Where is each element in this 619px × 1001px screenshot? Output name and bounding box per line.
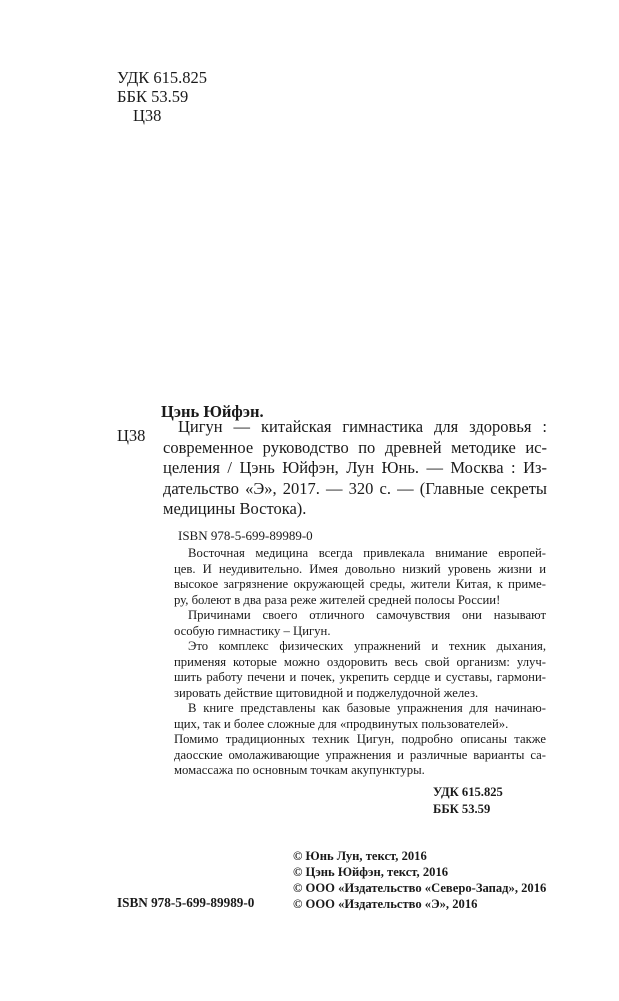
annotation-line: особую гимнастику – Цигун. (174, 623, 331, 638)
annotation-line: шить работу печени и почек, укрепить сердце и суставы, гармони- (174, 670, 546, 684)
annotation-line: высокое загрязнение окружающей среды, жители Китая, к приме- (174, 577, 546, 591)
annotation-line: щих, так и более сложные для «продвинутых пользователей». (174, 716, 509, 731)
record-line: Цигун — китайская гимнастика для здоровья : (178, 417, 547, 436)
annotation-udk-code: УДК 615.825 (433, 785, 503, 799)
copyright-line: © ООО «Издательство «Э», 2016 (293, 897, 478, 911)
record-line: дательство «Э», 2017. — 320 с. — (Главные секреты (163, 478, 547, 498)
record-line: современное руководство по древней методике ис- (163, 437, 547, 457)
annotation-bbk-code: ББК 53.59 (433, 802, 491, 816)
annotation-line: Восточная медицина всегда привлекала внимание европей- (188, 546, 546, 560)
annotation-line: Причинами своего отличного самочувствия они называют (188, 608, 546, 622)
annotation-line: Это комплекс физических упражнений и техник дыхания, (188, 639, 546, 653)
record-line: медицины Востока). (163, 499, 307, 518)
annotation-line: даосские омолаживающие упражнения и различные варианты са- (174, 747, 546, 762)
record-isbn: ISBN 978-5-699-89989-0 (178, 528, 313, 543)
annotation-line: Помимо традиционных техник Цигун, подробно описаны также (174, 732, 546, 746)
annotation-line: момассажа по основным точкам акупунктуры. (174, 763, 425, 777)
top-bbk-code: ББК 53.59 (117, 87, 189, 106)
copyright-line: © Цэнь Юйфэн, текст, 2016 (293, 865, 449, 879)
annotation-line: цев. И неудивительно. Имея довольно низкий уровень жизни и (174, 561, 546, 576)
top-author-sign: Ц38 (133, 106, 162, 125)
top-udk-code: УДК 615.825 (117, 68, 208, 87)
copyright-line: © Юнь Лун, текст, 2016 (293, 849, 427, 863)
copyright-isbn: ISBN 978-5-699-89989-0 (117, 895, 255, 910)
annotation-line: применяя которые можно оздоровить весь свой организм: улуч- (174, 654, 546, 669)
annotation-line: зировать действие щитовидной и поджелудочной желез. (174, 685, 479, 700)
annotation-line: ру, болеют в два раза реже жителей средней полосы России! (174, 592, 501, 607)
copyright-line: © ООО «Издательство «Северо-Запад», 2016 (293, 881, 547, 895)
record-author: Цэнь Юйфэн. (161, 402, 264, 421)
record-line: целения / Цэнь Юйфэн, Лун Юнь. — Москва : Из- (163, 458, 547, 477)
record-author-sign: Ц38 (117, 426, 146, 445)
annotation-line: В книге представлены как базовые упражнения для начинаю- (188, 701, 546, 715)
